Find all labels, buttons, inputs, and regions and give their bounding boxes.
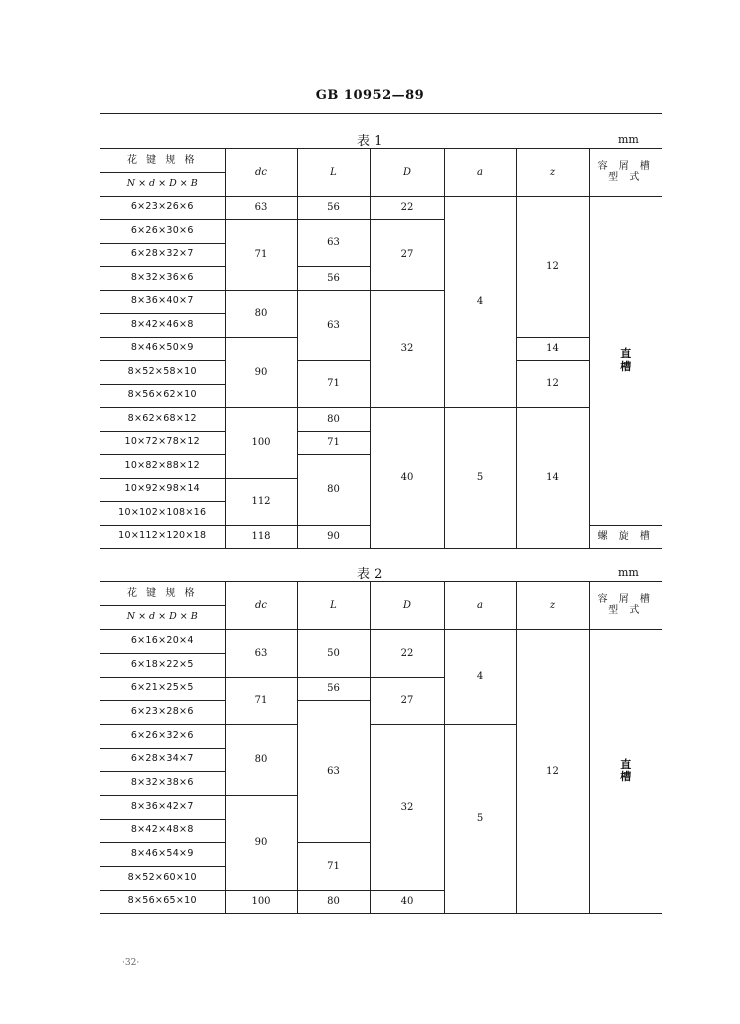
table2-L: 71 [297, 842, 370, 890]
table2-groove-header: 容 屑 槽 型 式 [589, 582, 662, 629]
table2-spec: 8×52×60×10 [100, 866, 225, 890]
table1-dc: 80 [225, 290, 297, 337]
table2-z: 12 [516, 629, 589, 913]
table2-spec: 8×46×54×9 [100, 842, 225, 866]
table2-D: 27 [370, 677, 444, 724]
table2-D: 22 [370, 629, 444, 677]
table1-name-header-top: 花 键 规 格 [100, 149, 225, 172]
table2-dc: 100 [225, 890, 297, 913]
table1-L: 90 [297, 525, 370, 548]
table1-z: 14 [516, 337, 589, 360]
table1-L: 80 [297, 407, 370, 431]
table2-spec: 6×28×34×7 [100, 748, 225, 771]
table1-dc-header: dc [225, 149, 297, 196]
table2-L: 56 [297, 677, 370, 700]
table1-spec: 6×23×26×6 [100, 196, 225, 219]
table1 [100, 149, 662, 549]
table1-L: 80 [297, 454, 370, 525]
table1-z: 12 [516, 360, 589, 407]
table1-dc: 71 [225, 219, 297, 290]
table1-a: 4 [444, 196, 516, 407]
table1-caption: 表 1 [357, 134, 383, 149]
table1-spec: 10×72×78×12 [100, 431, 225, 454]
table1-name-header-bottom: N × d × D × B [100, 172, 225, 196]
header-rule [100, 113, 662, 114]
table1-groove-header: 容 屑 槽 型 式 [589, 149, 662, 196]
table1-spec: 6×26×30×6 [100, 219, 225, 243]
table1-spec: 8×46×50×9 [100, 337, 225, 360]
table2-D: 40 [370, 890, 444, 913]
table2-spec: 8×42×48×8 [100, 819, 225, 842]
table2-a-header: a [444, 582, 516, 629]
table2-spec: 6×23×28×6 [100, 700, 225, 724]
table1-spec: 10×82×88×12 [100, 454, 225, 478]
table1-dc: 100 [225, 407, 297, 478]
table1-dc: 112 [225, 478, 297, 525]
table1-spec: 10×112×120×18 [100, 525, 225, 548]
table2-z-header: z [516, 582, 589, 629]
table2-name-header-top: 花 键 规 格 [100, 582, 225, 605]
table2-spec: 8×36×42×7 [100, 795, 225, 819]
table2-a: 5 [444, 724, 516, 913]
table1-D: 27 [370, 219, 444, 290]
table2-L: 50 [297, 629, 370, 677]
table2-L: 63 [297, 700, 370, 842]
table2-name-header-bottom: N × d × D × B [100, 605, 225, 629]
table1-spec: 8×32×36×6 [100, 266, 225, 290]
table1-z: 12 [516, 196, 589, 337]
table1-spec: 6×28×32×7 [100, 243, 225, 266]
table1-spec: 10×92×98×14 [100, 478, 225, 501]
table2-dc-header: dc [225, 582, 297, 629]
table2-unit: mm [618, 566, 639, 579]
table1-unit: mm [618, 133, 639, 146]
table2-spec: 8×32×38×6 [100, 771, 225, 795]
table1-L: 56 [297, 266, 370, 290]
table1-z-header: z [516, 149, 589, 196]
table1-spec: 8×62×68×12 [100, 407, 225, 431]
table1-D: 22 [370, 196, 444, 219]
page-number: ·32· [122, 958, 140, 968]
table1-groove-straight: 直 槽 [589, 196, 662, 525]
table1-spec: 8×56×62×10 [100, 384, 225, 407]
table1-L: 71 [297, 431, 370, 454]
table2-dc: 63 [225, 629, 297, 677]
table1-spec: 8×52×58×10 [100, 360, 225, 384]
table2-dc: 80 [225, 724, 297, 795]
table2-spec: 6×21×25×5 [100, 677, 225, 700]
table1-D: 32 [370, 290, 444, 407]
table1-D-header: D [370, 149, 444, 196]
table1-groove-helical: 螺 旋 槽 [589, 525, 662, 548]
table1-a: 5 [444, 407, 516, 548]
table1-spec: 8×36×40×7 [100, 290, 225, 313]
table1-spec: 10×102×108×16 [100, 501, 225, 525]
standard-header: GB 10952—89 [315, 88, 425, 103]
table1-dc: 63 [225, 196, 297, 219]
table2-L: 80 [297, 890, 370, 913]
table2-spec: 6×16×20×4 [100, 629, 225, 653]
table1-L: 56 [297, 196, 370, 219]
table1-dc: 90 [225, 337, 297, 407]
table2-caption: 表 2 [357, 567, 383, 582]
table2-spec: 8×56×65×10 [100, 890, 225, 913]
table2-groove-straight: 直 槽 [589, 629, 662, 913]
table1-D: 40 [370, 407, 444, 548]
table2-spec: 6×18×22×5 [100, 653, 225, 677]
table2-D: 32 [370, 724, 444, 890]
table1-spec: 8×42×46×8 [100, 313, 225, 337]
table1-a-header: a [444, 149, 516, 196]
table1-L: 63 [297, 290, 370, 360]
table2-dc: 71 [225, 677, 297, 724]
table1-dc: 118 [225, 525, 297, 548]
table2-L-header: L [297, 582, 370, 629]
table2-spec: 6×26×32×6 [100, 724, 225, 748]
table1-L-header: L [297, 149, 370, 196]
table2-dc: 90 [225, 795, 297, 890]
table2-D-header: D [370, 582, 444, 629]
table1-L: 71 [297, 360, 370, 407]
table1-L: 63 [297, 219, 370, 266]
table2 [100, 582, 662, 914]
table2-a: 4 [444, 629, 516, 724]
table1-z: 14 [516, 407, 589, 548]
